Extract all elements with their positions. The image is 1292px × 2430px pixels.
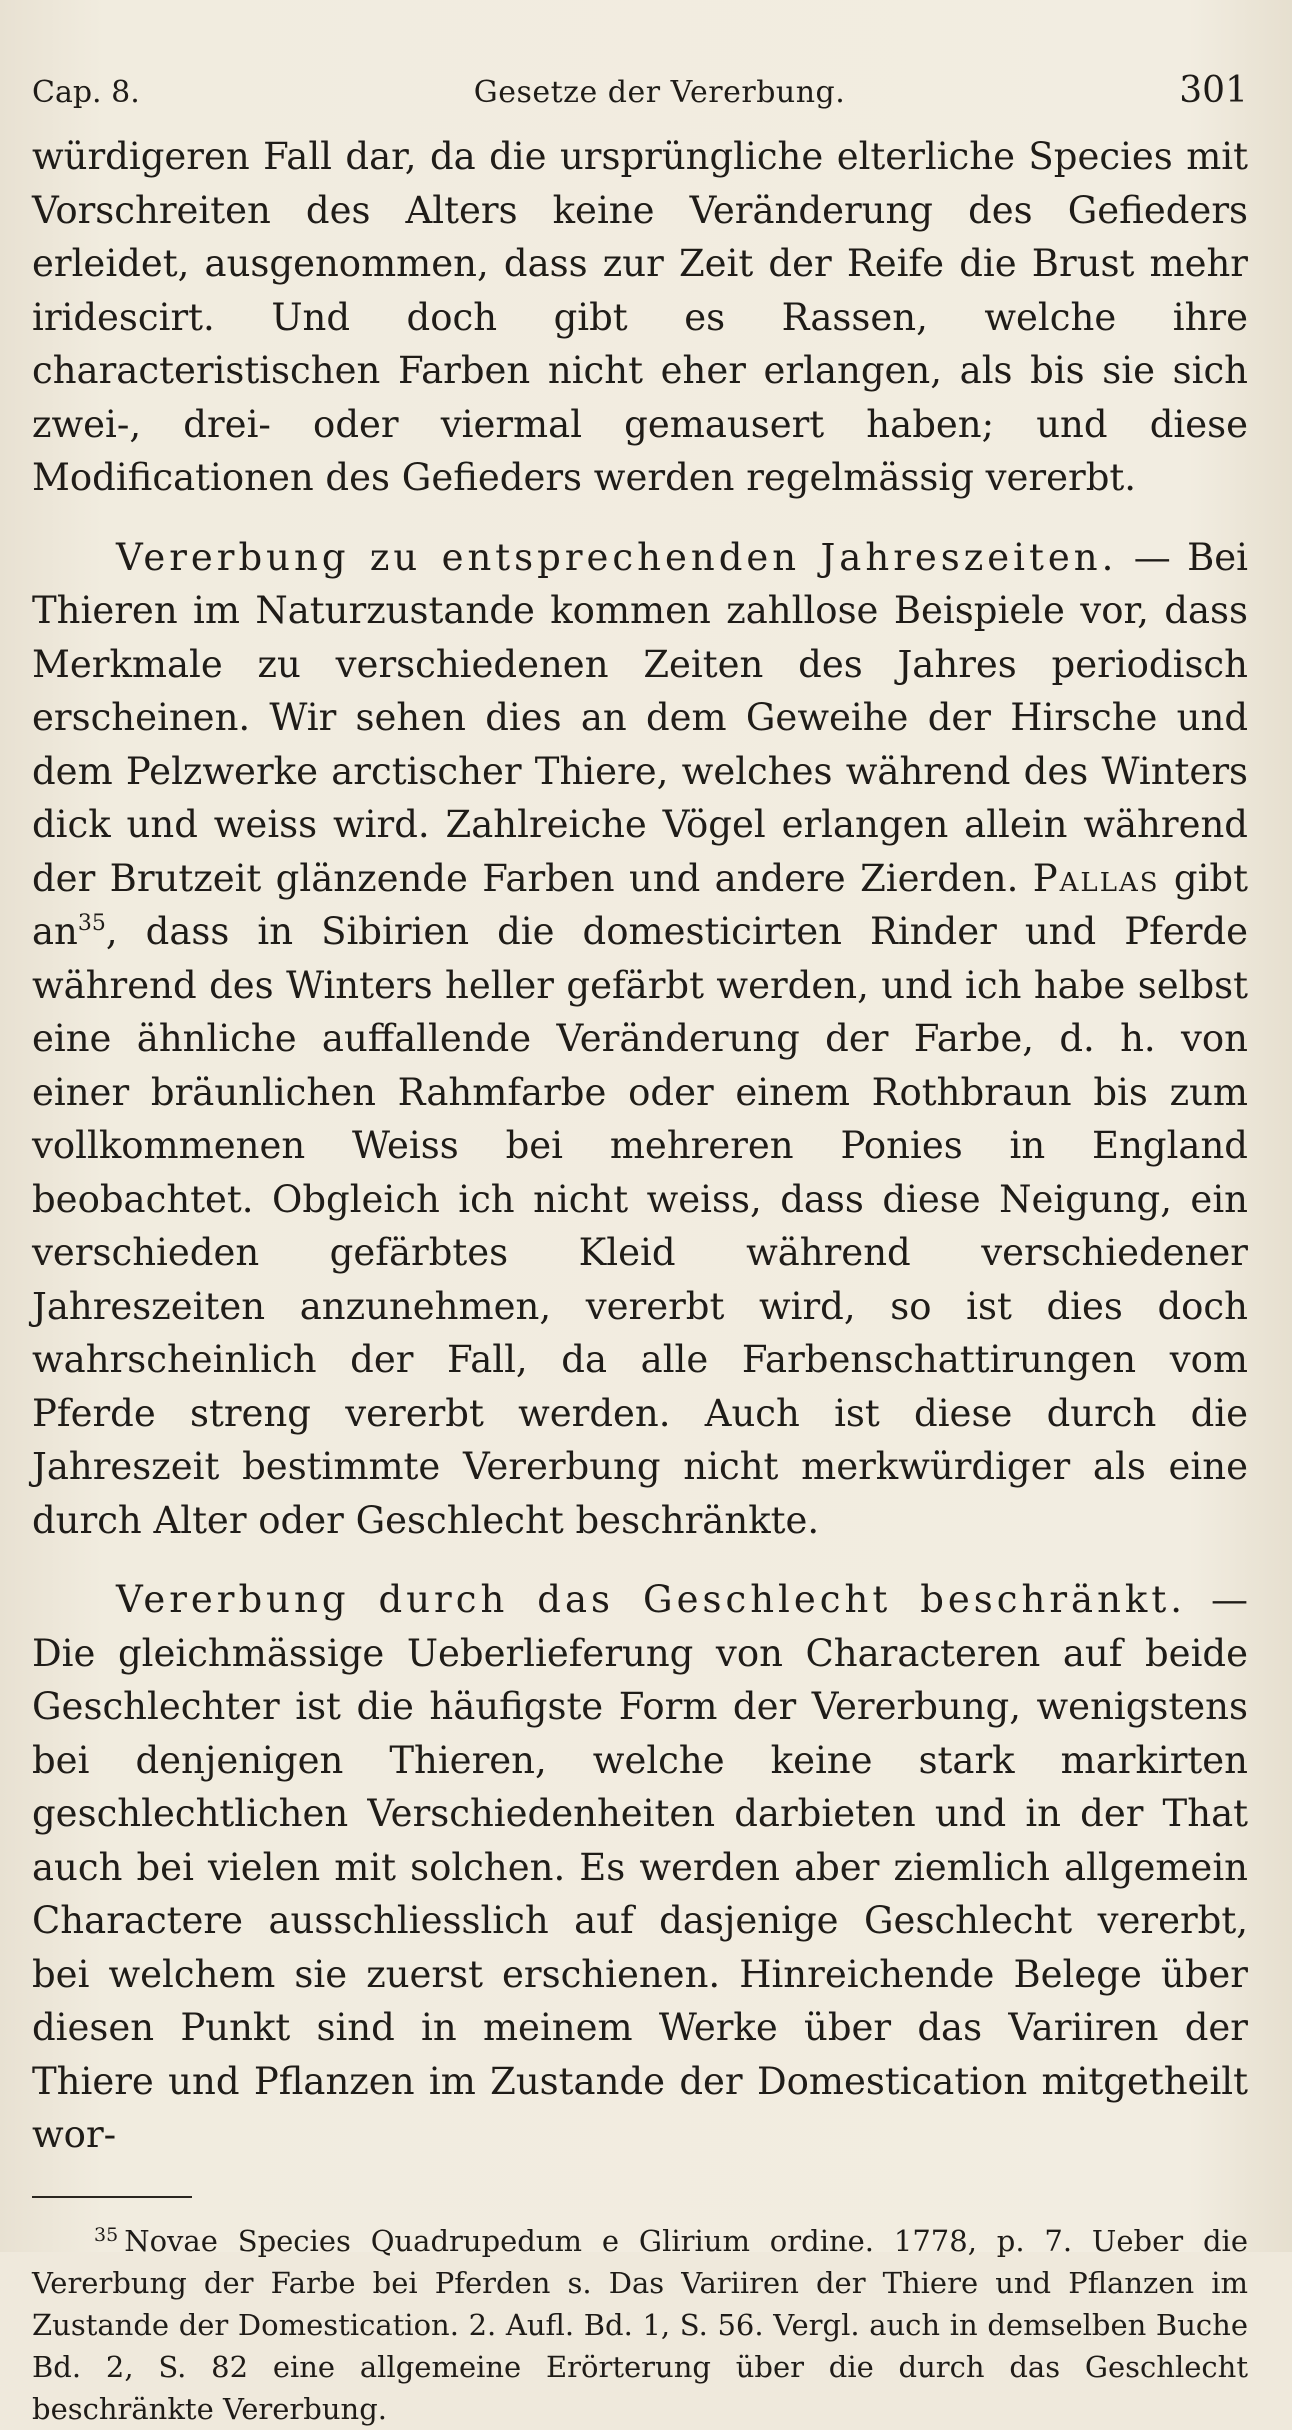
footnote-divider [32,2196,192,2198]
paragraph-gap [32,505,1248,531]
footnote-reference: 35 [77,911,106,936]
body-text [32,130,1248,2162]
paragraph-gap [32,1547,1248,1573]
page-number: 301 [1179,70,1248,111]
running-title: Gesetze der Vererbung. [473,75,846,110]
paragraph-text: — Die gleichmässige Ueberlieferung von Characteren auf beide Geschlechter ist die häufigste Form der Vererbung, wenigstens bei denjenigen Thieren, welche keine stark markirten geschlechtlichen Verschiedenheiten darbieten und in der That auch bei vielen mit solchen. Es werden aber ziemlich allgemein Charactere ausschliesslich auf dasjenige Geschlecht vererbt, bei welchem sie zuerst erschienen. Hinreichende Belege über diesen Punkt sind in meinem Werke über das Variiren der Thiere und Pflanzen im Zustande der Domestication mitgetheilt wor- [32,1578,1248,2156]
section-heading-seasonal: Vererbung zu entsprechenden Jahreszeiten. [116,535,1118,579]
paragraph-text: , dass in Sibirien die domesticirten Rinder und Pferde während des Winters heller gefärbt werden, und ich habe selbst eine ähnliche auffallende Veränderung der Farbe, d. h. von einer bräunlichen Rahmfarbe oder einem Rothbraun bis zum vollkommenen Weiss bei mehreren Ponies in England beobachtet. Obgleich ich nicht weiss, dass diese Neigung, ein verschieden gefärbtes Kleid während verschiedener Jahreszeiten anzunehmen, vererbt wird, so ist dies doch wahrscheinlich der Fall, da alle Farbenschattirungen vom Pferde streng vererbt werden. Auch ist diese durch die Jahreszeit bestimmte Vererbung nicht merkwürdiger als eine durch Alter oder Geschlecht beschränkte. [32,910,1248,1542]
footnote-marker: 35 [94,2223,119,2246]
footnote [32,2214,1248,2430]
section-heading-sex-limited: Vererbung durch das Geschlecht beschränkt. [116,1578,1186,1621]
page-header [32,70,1248,130]
paragraph-continuation: würdigeren Fall dar, da die ursprüngliche elterliche Species mit Vorschreiten des Alters keine Veränderung des Gefieders erleidet, ausgenommen, dass zur Zeit der Reife die Brust mehr iridescirt. Und doch gibt es Rassen, welche ihre characteristischen Farben nicht eher erlangen, als bis sie sich zwei-, drei- oder viermal gemausert haben; und diese Modificationen des Gefieders werden regelmässig vererbt. [32,135,1248,499]
paragraph-sex-limited-inheritance [32,1573,1248,2162]
paragraph-seasonal-inheritance [32,531,1248,1548]
author-name: Pallas [1032,856,1160,900]
chapter-label: Cap. 8. [32,75,140,110]
footnote-text: Novae Species Quadrupedum e Glirium ordine. 1778, p. 7. Ueber die Vererbung der Farbe bei Pferden s. Das Variiren der Thiere und Pflanzen im Zustande der Domestication. 2. Aufl. Bd. 1, S. 56. Vergl. auch in demselben Buche Bd. 2, S. 82 eine allgemeine Erörterung über die durch das Geschlecht beschränkte Vererbung. [32,2223,1248,2426]
paragraph-text: — Bei Thieren im Naturzustande kommen zahllose Beispiele vor, dass Merkmale zu verschiedenen Zeiten des Jahres periodisch erscheinen. Wir sehen dies an dem Geweihe der Hirsche und dem Pelzwerke arctischer Thiere, welches während des Winters dick und weiss wird. Zahlreiche Vögel erlangen allein während der Brutzeit glänzende Farben und andere Zierden. [32,535,1248,900]
paragraph-text: gibt an [32,856,1248,953]
footnotes [32,2214,1248,2430]
